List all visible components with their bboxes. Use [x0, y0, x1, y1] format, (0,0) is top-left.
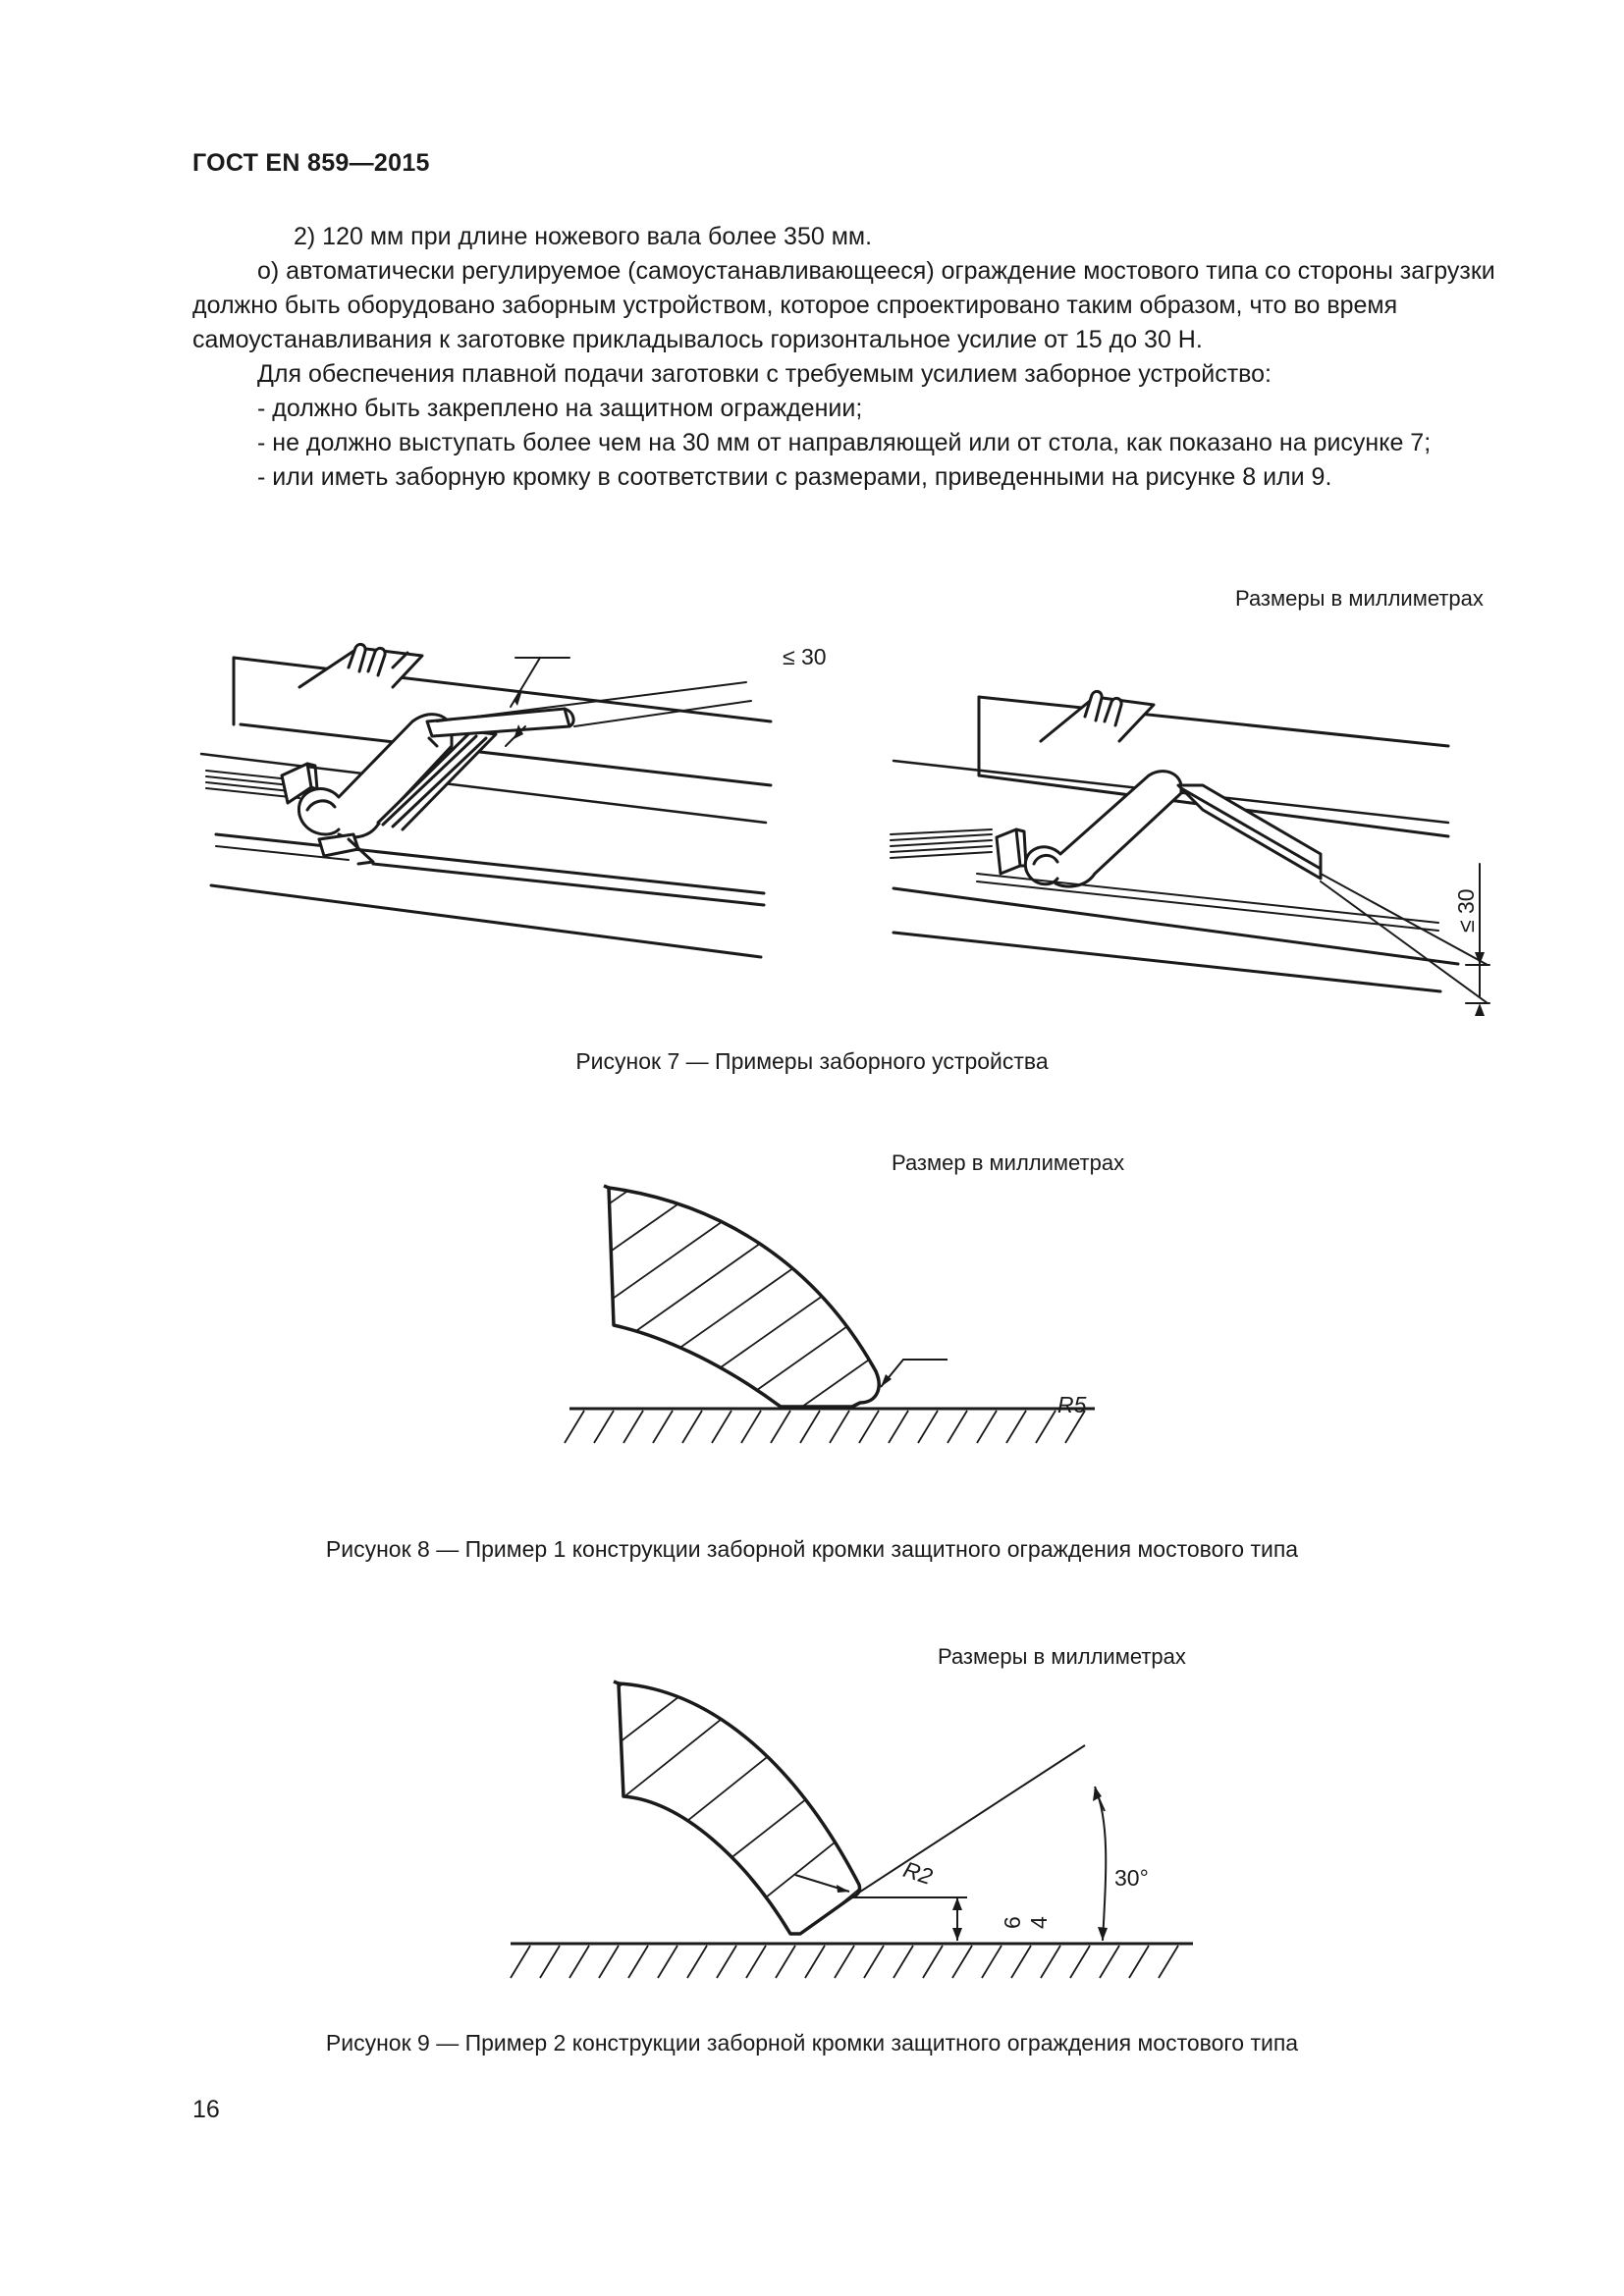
bullet-edge: - или иметь заборную кромку в соответствии с размерами, приведенными на рисунке 8 или 9. [257, 463, 1332, 491]
figure7-right-drawing [889, 667, 1497, 1021]
figure9-angle: 30° [1114, 1865, 1149, 1891]
document-header: ГОСТ EN 859—2015 [192, 149, 430, 177]
body-text [192, 220, 1498, 495]
figure7-caption: Рисунок 7 — Примеры заборного устройства [575, 1048, 1049, 1074]
figure9-caption: Рисунок 9 — Пример 2 конструкции заборной кромки защитного ограждения мостового типа [325, 2030, 1299, 2056]
figure9-dim-4: 4 [1026, 1916, 1052, 1929]
page-number: 16 [192, 2096, 220, 2123]
figure7-dim-right: ≤ 30 [1453, 888, 1479, 933]
figure9-drawing [506, 1664, 1213, 2017]
figure9-units: Размеры в миллиметрах [938, 1644, 1186, 1669]
figure7-dim-left: ≤ 30 [783, 644, 827, 669]
figure8-drawing [560, 1163, 1110, 1517]
paragraph-feed: Для обеспечения плавной подачи заготовки с требуемым усилием заборное устройство: [257, 360, 1272, 388]
figure9-dim-6: 6 [1000, 1916, 1025, 1929]
figure7-units: Размеры в миллиметрах [1235, 586, 1484, 611]
paragraph-item-2: 2) 120 мм при длине ножевого вала более 350 мм. [294, 223, 873, 250]
figure8-units: Размер в миллиметрах [892, 1150, 1125, 1175]
figure8-radius: R5 [1057, 1392, 1087, 1417]
figure9-radius: R2 [899, 1856, 936, 1890]
paragraph-item-o: o) автоматически регулируемое (самоустанавливающееся) ограждение мостового типа со стороны загрузки должно быть оборудовано заборным устройством, которое спроектировано таким образом, что во время самоустанавливания к заготовке прикладывалось горизонтальное усилие от 15 до 30 Н. [192, 257, 1495, 353]
figure7-left-drawing [201, 628, 790, 982]
figure8-caption: Рисунок 8 — Пример 1 конструкции заборной кромки защитного ограждения мостового типа [325, 1536, 1299, 1562]
bullet-fixed: - должно быть закреплено на защитном ограждении; [257, 395, 863, 422]
bullet-protrude: - не должно выступать более чем на 30 мм от направляющей или от стола, как показано на рисунке 7; [257, 429, 1432, 456]
